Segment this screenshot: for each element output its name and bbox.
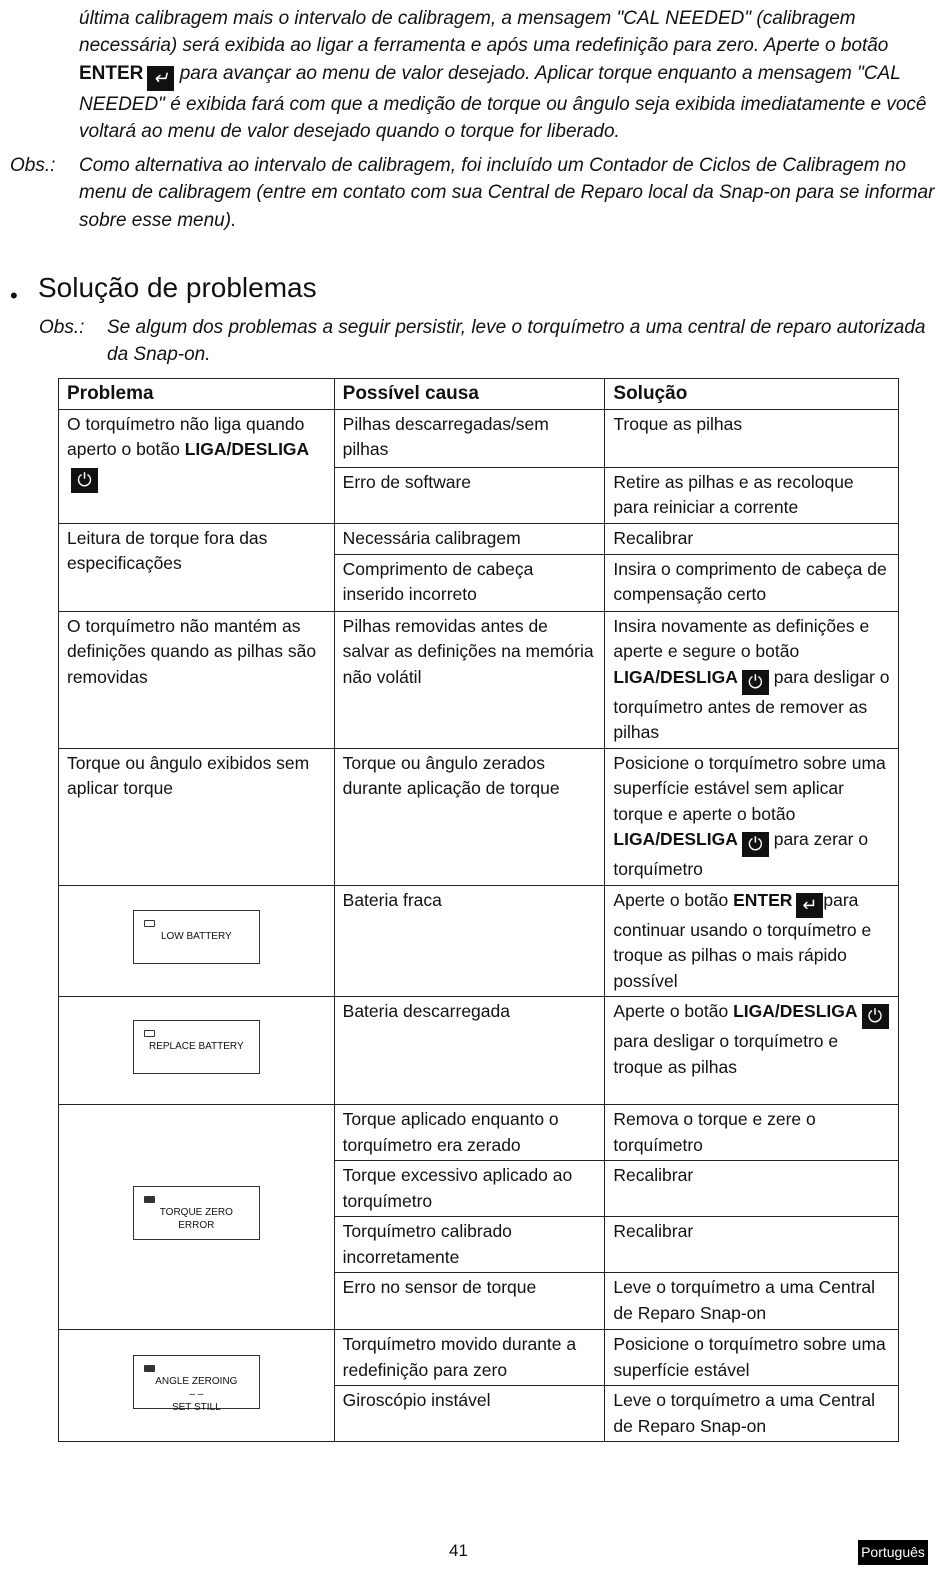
problem-cell bbox=[59, 611, 335, 748]
table-row bbox=[59, 1105, 899, 1161]
cell-text: Leve o torquímetro a uma Central de Reparo Snap-on bbox=[613, 1390, 876, 1436]
page-number: 41 bbox=[449, 1541, 468, 1560]
cause-cell: Bateria descarregada bbox=[334, 997, 605, 1105]
solution-cell bbox=[605, 885, 899, 997]
table-header-row bbox=[59, 379, 899, 410]
intro-text: última calibragem mais o intervalo de calibragem, a mensagem "CAL NEEDED" (calibragem necessária) será exibida ao ligar a ferramenta e após uma redefinição para zero. Aperte o botão bbox=[79, 8, 889, 57]
display-image-cell bbox=[59, 997, 335, 1105]
solution-cell bbox=[605, 611, 899, 748]
lcd-text bbox=[134, 1206, 259, 1232]
solution-cell bbox=[605, 1386, 899, 1442]
table-row bbox=[59, 523, 899, 554]
troubleshooting-table bbox=[58, 378, 899, 1442]
header-problem: Problema bbox=[59, 379, 335, 410]
cell-text: Troque as pilhas bbox=[613, 413, 743, 434]
cell-text: O torquímetro não liga quando aperto o botão bbox=[67, 413, 305, 459]
solution-cell bbox=[605, 1105, 899, 1161]
cell-text: Insira novamente as definições e aperte e segure o botão bbox=[613, 615, 870, 661]
cell-text: Aperte o botão bbox=[613, 1001, 734, 1021]
cause-cell: Erro de software bbox=[334, 467, 605, 523]
cause-cell: Torquímetro movido durante a redefinição para zero bbox=[334, 1330, 605, 1386]
solution-cell bbox=[605, 997, 899, 1105]
language-tab: Português bbox=[858, 1540, 928, 1565]
cell-text: para desligar o torquímetro antes de remover as pilhas bbox=[613, 666, 890, 742]
cell-text: Insira o comprimento de cabeça de compensação certo bbox=[613, 558, 887, 604]
button-label: LIGA/DESLIGA bbox=[613, 666, 738, 687]
button-label: LIGA/DESLIGA bbox=[733, 1001, 858, 1021]
lcd-line: ERROR bbox=[178, 1220, 215, 1232]
solution-cell bbox=[605, 1273, 899, 1330]
power-icon: ⏻ bbox=[862, 1004, 889, 1029]
lcd-line: ANGLE ZEROING bbox=[155, 1375, 238, 1387]
solution-cell bbox=[605, 748, 899, 885]
table-row bbox=[59, 409, 899, 467]
cell-text: Recalibrar bbox=[613, 1221, 694, 1241]
cause-cell: Torque aplicado enquanto o torquímetro era zerado bbox=[334, 1105, 605, 1161]
lcd-text bbox=[134, 1375, 259, 1414]
battery-icon bbox=[144, 1196, 155, 1203]
cell-text: Posicione o torquímetro sobre uma superfície estável bbox=[613, 1334, 886, 1380]
cell-text: Torque ou ângulo exibidos sem aplicar torque bbox=[67, 752, 310, 798]
lcd-display-image bbox=[133, 1020, 260, 1074]
battery-icon bbox=[144, 1365, 155, 1372]
power-icon: ⏻ bbox=[742, 670, 769, 695]
cause-cell: Pilhas removidas antes de salvar as definições na memória não volátil bbox=[334, 611, 605, 748]
cell-text: Leitura de torque fora das especificações bbox=[67, 527, 268, 573]
cell-text: Posicione o torquímetro sobre uma superfície estável sem aplicar torque e aperte o botão bbox=[613, 752, 886, 824]
table-row bbox=[59, 1330, 899, 1386]
cause-cell: Pilhas descarregadas/sem pilhas bbox=[334, 409, 605, 467]
lcd-line: REPLACE BATTERY bbox=[148, 1040, 244, 1052]
cell-text: Retire as pilhas e as recoloque para reiniciar a corrente bbox=[613, 471, 854, 517]
section-heading: Solução de problemas bbox=[38, 272, 317, 303]
cell-text: para zerar o torquímetro bbox=[613, 829, 869, 879]
obs-calibration-note: Como alternativa ao intervalo de calibragem, foi incluído um Contador de Ciclos de Calibragem no menu de calibragem (entre em contato com sua Central de Reparo local da Snap-on para se informar sobre esse menu). bbox=[79, 155, 935, 231]
button-label: LIGA/DESLIGA bbox=[184, 439, 310, 459]
cell-text: Aperte o botão bbox=[613, 889, 734, 910]
display-image-cell bbox=[59, 1330, 335, 1442]
battery-icon bbox=[144, 1030, 155, 1037]
cause-cell: Torquímetro calibrado incorretamente bbox=[334, 1217, 605, 1273]
cell-text: O torquímetro não mantém as definições quando as pilhas são removidas bbox=[67, 615, 317, 687]
obs-troubleshooting-note: Se algum dos problemas a seguir persistir, leve o torquímetro a uma central de reparo autorizada da Snap-on. bbox=[107, 317, 926, 366]
cell-text: Leve o torquímetro a uma Central de Reparo Snap-on bbox=[613, 1277, 876, 1323]
intro-text-cont: para avançar ao menu de valor desejado. Aplicar torque enquanto a mensagem "CAL NEEDED" é exibida fará com que a medição de torque ou ângulo seja exibida imediatamente e você voltará ao menu de valor desejado quando o torque for liberado. bbox=[79, 62, 927, 143]
cause-cell: Comprimento de cabeça inserido incorreto bbox=[334, 554, 605, 611]
cell-text: para continuar usando o torquímetro e troque as pilhas o mais rápido possível bbox=[613, 889, 872, 991]
enter-label: ENTER bbox=[79, 62, 144, 84]
obs-label: Obs.: bbox=[39, 317, 85, 338]
lcd-text bbox=[134, 1040, 259, 1053]
solution-cell bbox=[605, 523, 899, 554]
cause-cell: Giroscópio instável bbox=[334, 1386, 605, 1442]
table-row bbox=[59, 885, 899, 997]
lcd-display-image bbox=[133, 1186, 260, 1240]
obs-label: Obs.: bbox=[10, 155, 56, 176]
cell-text: Remova o torque e zere o torquímetro bbox=[613, 1109, 816, 1155]
lcd-line: SET STILL bbox=[171, 1401, 221, 1413]
power-icon: ⏻ bbox=[71, 468, 98, 493]
button-label: ENTER bbox=[733, 889, 793, 910]
cell-text: para desligar o torquímetro e troque as pilhas bbox=[613, 1031, 839, 1077]
enter-icon: ↵ bbox=[147, 66, 174, 91]
lcd-line: LOW BATTERY bbox=[160, 931, 232, 942]
solution-cell bbox=[605, 1217, 899, 1273]
cause-cell: Erro no sensor de torque bbox=[334, 1273, 605, 1330]
cause-cell: Torque excessivo aplicado ao torquímetro bbox=[334, 1161, 605, 1217]
header-cause: Possível causa bbox=[334, 379, 605, 410]
solution-cell bbox=[605, 1161, 899, 1217]
lcd-line: TORQUE ZERO bbox=[159, 1207, 233, 1219]
lcd-display-image bbox=[133, 910, 260, 964]
table-row bbox=[59, 997, 899, 1105]
solution-cell bbox=[605, 467, 899, 523]
cell-text: Recalibrar bbox=[613, 1165, 694, 1185]
cell-text: Recalibrar bbox=[613, 527, 694, 548]
header-solution: Solução bbox=[605, 379, 899, 410]
lcd-line: – – bbox=[189, 1388, 204, 1400]
display-image-cell bbox=[59, 1105, 335, 1330]
lcd-display-image bbox=[133, 1355, 260, 1413]
cause-cell: Torque ou ângulo zerados durante aplicação de torque bbox=[334, 748, 605, 885]
enter-icon: ↵ bbox=[796, 893, 823, 918]
lcd-text bbox=[134, 930, 259, 943]
cause-cell: Necessária calibragem bbox=[334, 523, 605, 554]
intro-paragraph bbox=[79, 5, 939, 146]
button-label: LIGA/DESLIGA bbox=[613, 829, 738, 849]
solution-cell bbox=[605, 1330, 899, 1386]
bullet: • bbox=[10, 283, 18, 308]
problem-cell bbox=[59, 523, 335, 611]
solution-cell bbox=[605, 409, 899, 467]
solution-cell bbox=[605, 554, 899, 611]
problem-cell bbox=[59, 409, 335, 523]
cause-cell: Bateria fraca bbox=[334, 885, 605, 997]
table-row bbox=[59, 748, 899, 885]
table-row bbox=[59, 611, 899, 748]
problem-cell bbox=[59, 748, 335, 885]
battery-icon bbox=[144, 920, 155, 927]
power-icon: ⏻ bbox=[742, 832, 769, 857]
display-image-cell bbox=[59, 885, 335, 997]
